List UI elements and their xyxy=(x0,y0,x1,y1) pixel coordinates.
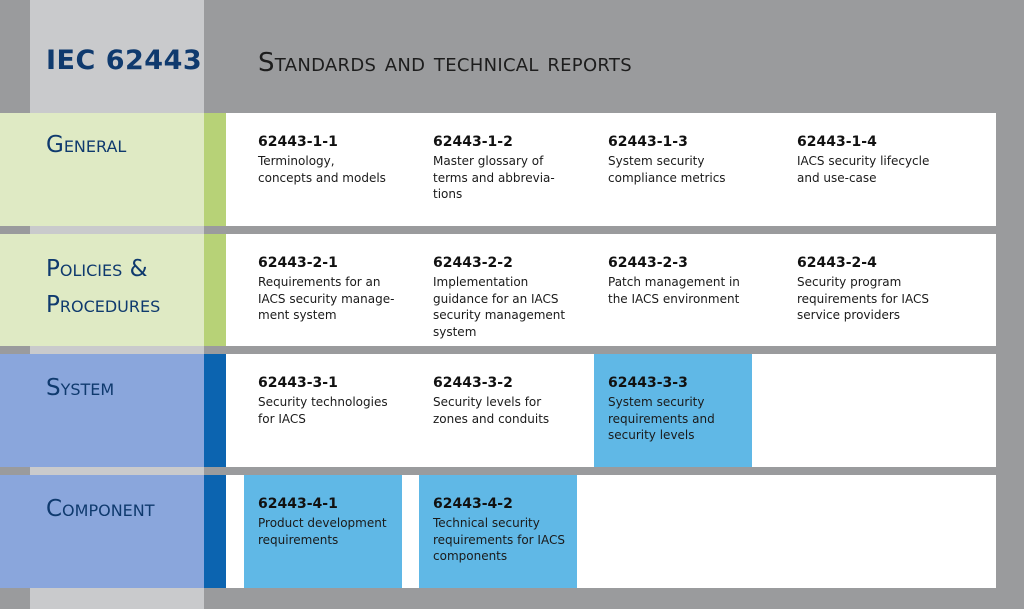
standard-description: Requirements for an IACS security manage- ment system xyxy=(258,275,395,322)
row-label xyxy=(46,491,155,527)
page-title: IEC 62443 xyxy=(46,45,203,76)
standard-code: 62443-3-1 xyxy=(258,375,338,391)
row-label-line2: Procedures xyxy=(46,292,161,318)
page-subtitle: Standards and technical reports xyxy=(258,48,632,78)
standard-code: 62443-4-2 xyxy=(433,496,513,512)
row-component xyxy=(0,475,1024,588)
standard-code: 62443-2-3 xyxy=(608,255,688,271)
standard-cell-62443-4-2 xyxy=(419,475,577,588)
standard-cell-62443-2-2 xyxy=(419,234,577,346)
standard-description: Product development requirements xyxy=(258,516,387,547)
row-accent-bar xyxy=(204,475,226,588)
standard-cell-62443-1-1 xyxy=(244,113,402,226)
standard-description: IACS security lifecycle and use-case xyxy=(797,154,930,185)
standard-description: Patch management in the IACS environment xyxy=(608,275,740,306)
standard-cell-62443-1-3 xyxy=(594,113,752,226)
row-system xyxy=(0,354,1024,467)
standard-cell-62443-2-1 xyxy=(244,234,402,346)
standard-cell-62443-2-3 xyxy=(594,234,752,346)
row-label-line1: System xyxy=(46,375,115,401)
standard-description: Master glossary of terms and abbrevia- tions xyxy=(433,154,555,201)
row-accent-bar xyxy=(204,113,226,226)
row-label xyxy=(46,251,160,323)
row-label-line1: Policies & xyxy=(46,256,148,282)
standard-code: 62443-4-1 xyxy=(258,496,338,512)
standard-description: Technical security requirements for IACS components xyxy=(433,516,565,563)
standard-description: Security program requirements for IACS service providers xyxy=(797,275,929,322)
standard-code: 62443-1-2 xyxy=(433,134,513,150)
standard-code: 62443-2-1 xyxy=(258,255,338,271)
row-label xyxy=(46,127,126,163)
standard-description: Implementation guidance for an IACS security management system xyxy=(433,275,566,339)
standard-description: Terminology, concepts and models xyxy=(258,154,386,185)
row-accent-bar xyxy=(204,234,226,346)
standard-code: 62443-1-1 xyxy=(258,134,338,150)
standard-cell-62443-3-1 xyxy=(244,354,402,467)
standard-description: System security requirements and security levels xyxy=(608,395,715,442)
standard-code: 62443-3-3 xyxy=(608,375,688,391)
standard-code: 62443-2-4 xyxy=(797,255,877,271)
standard-description: Security technologies for IACS xyxy=(258,395,388,426)
standard-code: 62443-1-4 xyxy=(797,134,877,150)
standard-cell-62443-4-1 xyxy=(244,475,402,588)
standard-cell-62443-3-3 xyxy=(594,354,752,467)
standard-cell-62443-2-4 xyxy=(783,234,995,346)
standard-description: Security levels for zones and conduits xyxy=(433,395,550,426)
standard-description: System security compliance metrics xyxy=(608,154,726,185)
standard-code: 62443-1-3 xyxy=(608,134,688,150)
standard-cell-62443-1-2 xyxy=(419,113,577,226)
standard-cell-62443-1-4 xyxy=(783,113,995,226)
standard-code: 62443-3-2 xyxy=(433,375,513,391)
row-label-line1: General xyxy=(46,132,127,158)
row-label-line1: Component xyxy=(46,496,155,522)
row-policies-procedures xyxy=(0,234,1024,346)
row-label xyxy=(46,370,114,406)
standard-code: 62443-2-2 xyxy=(433,255,513,271)
standard-cell-62443-3-2 xyxy=(419,354,577,467)
row-general xyxy=(0,113,1024,226)
row-accent-bar xyxy=(204,354,226,467)
